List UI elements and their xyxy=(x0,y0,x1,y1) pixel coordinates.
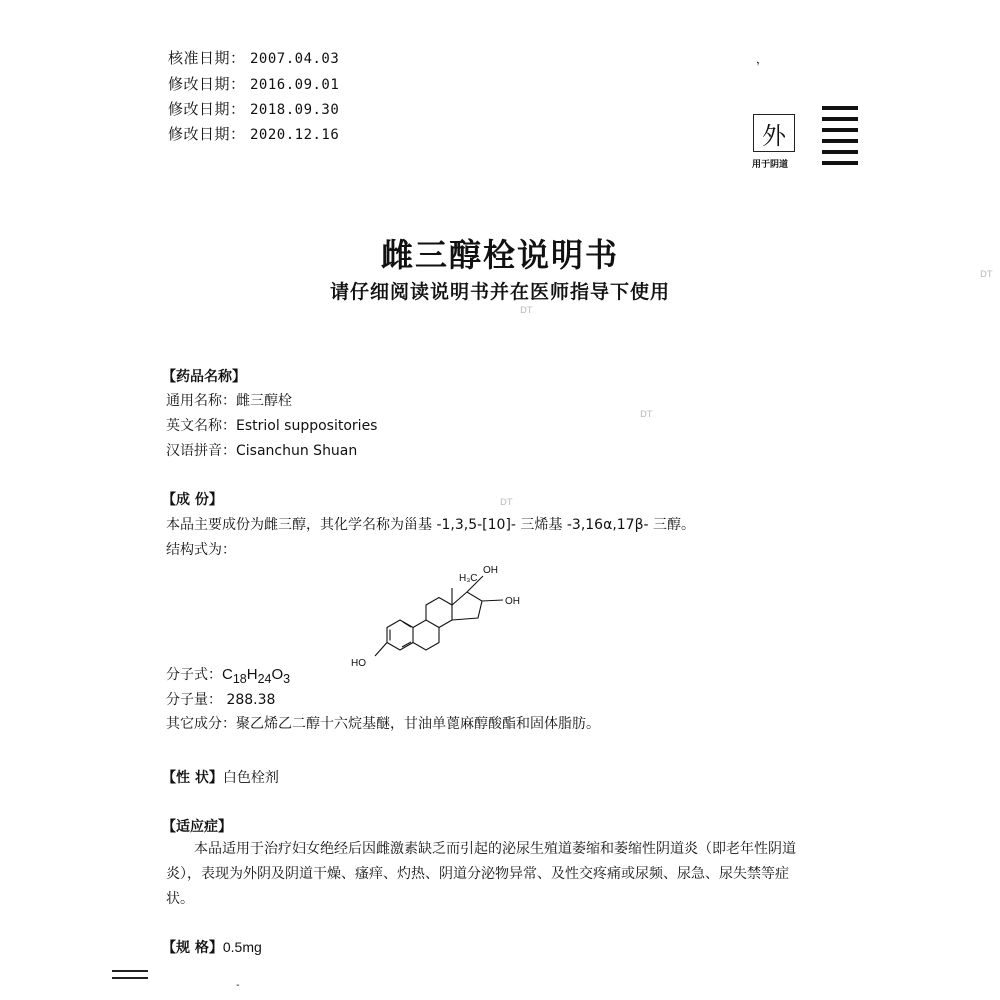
barcode-mark-icon xyxy=(822,106,858,168)
other-ingredients: 其它成分：聚乙烯乙二醇十六烷基醚，甘油单蓖麻醇酸酯和固体脂肪。 xyxy=(166,716,600,732)
estriol-structure-diagram xyxy=(345,560,565,675)
ch3-label: H₃C xyxy=(459,573,478,584)
revision-date-1: 修改日期： 2016.09.01 xyxy=(168,75,340,93)
english-name: 英文名称：Estriol suppositories xyxy=(166,418,378,434)
watermark: DT xyxy=(640,410,653,420)
indications-text: 本品适用于治疗妇女绝经后因雌激素缺乏而引起的泌尿生殖道萎缩和萎缩性阴道炎（即老年性阴道炎），表现为外阴及阴道干燥、瘙痒、灼热、阴道分泌物异常、及性交疼痛或尿频、尿急、尿失禁等症状。 xyxy=(166,841,796,907)
molecular-weight: 分子量： 288.38 xyxy=(166,692,276,708)
watermark: DT xyxy=(520,306,533,316)
tick-mark: ， xyxy=(756,52,769,66)
composition-text: 本品主要成份为雌三醇，其化学名称为甾基 -1,3,5-[10]- 三烯基 -3,16α,17β- 三醇。 xyxy=(166,517,696,533)
section-heading-appearance: 【性 状】白色栓剂 xyxy=(162,770,279,786)
watermark: DT xyxy=(980,270,993,280)
section-heading-drug-name: 【药品名称】 xyxy=(162,369,246,385)
oh-right-label: OH xyxy=(505,596,520,607)
revision-date-2: 修改日期： 2018.09.30 xyxy=(168,100,340,118)
footer-rule xyxy=(112,968,148,982)
revision-date-3: 修改日期： 2020.12.16 xyxy=(168,125,340,143)
spec-text: 0.5mg xyxy=(222,939,262,955)
section-heading-composition: 【成 份】 xyxy=(162,492,223,508)
pinyin-name: 汉语拼音：Cisanchun Shuan xyxy=(166,443,358,459)
molecular-formula: 分子式：$C_{18}H_{24}O_3$ xyxy=(166,666,291,686)
oh-top-label: OH xyxy=(483,565,498,576)
section-heading-spec: 【规 格】0.5mg xyxy=(162,939,262,956)
appearance-text: 白色栓剂 xyxy=(222,770,279,786)
section-heading-indications: 【适应症】 xyxy=(162,819,232,835)
ho-left-label: HO xyxy=(351,658,366,669)
watermark: DT xyxy=(500,498,513,508)
approval-date: 核准日期： 2007.04.03 xyxy=(168,49,340,67)
generic-name: 通用名称：雌三醇栓 xyxy=(166,393,292,409)
page-subtitle: 请仔细阅读说明书并在医师指导下使用 xyxy=(329,281,670,303)
vaginal-use-caption: 用于阴道 xyxy=(752,160,789,170)
structure-label: 结构式为： xyxy=(166,542,236,558)
page-title: 雌三醇栓说明书 xyxy=(380,236,619,274)
footer-dash: - xyxy=(236,980,240,991)
external-use-badge: 外 xyxy=(753,114,795,152)
